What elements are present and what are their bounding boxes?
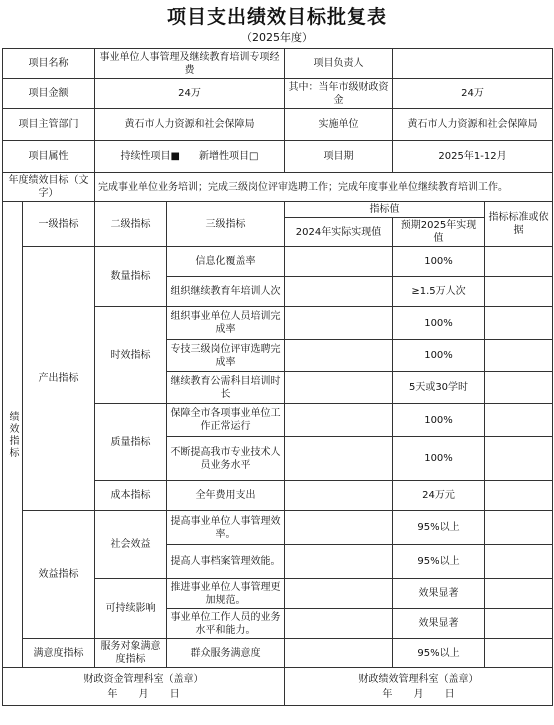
benefit-indicators: 效益指标	[23, 511, 95, 639]
level1-header: 一级指标	[23, 202, 95, 247]
service-satisfaction: 服务对象满意度指标	[95, 639, 167, 668]
indicator-name: 提高事业单位人事管理效率。	[167, 511, 285, 545]
indicator-name: 推进事业单位人事管理更加规范。	[167, 579, 285, 609]
indicator-basis	[485, 481, 553, 511]
performance-indicators-group: 绩效指标	[3, 202, 23, 668]
project-owner-value	[393, 49, 553, 79]
indicator-basis	[485, 609, 553, 639]
indicator-name: 保障全市各项事业单位工作正常运行	[167, 404, 285, 437]
indicator-basis	[485, 437, 553, 481]
indicator-expected: 100%	[393, 404, 485, 437]
indicator-expected: 5天或30学时	[393, 372, 485, 404]
indicator-name: 组织事业单位人员培训完成率	[167, 307, 285, 340]
indicator-value-header: 指标值	[285, 202, 485, 218]
indicator-name: 全年费用支出	[167, 481, 285, 511]
sustainable-impact: 可持续影响	[95, 579, 167, 639]
city-fund-value: 24万	[393, 79, 553, 109]
indicator-actual	[285, 639, 393, 668]
indicator-actual	[285, 307, 393, 340]
level2-header: 二级指标	[95, 202, 167, 247]
indicator-actual	[285, 511, 393, 545]
indicator-basis	[485, 247, 553, 277]
indicator-basis	[485, 404, 553, 437]
indicator-name: 继续教育公需科目培训时长	[167, 372, 285, 404]
quality-indicators: 质量指标	[95, 404, 167, 481]
project-name-value: 事业单位人事管理及继续教育培训专项经费	[95, 49, 285, 79]
indicator-name: 不断提高我市专业技术人员业务水平	[167, 437, 285, 481]
indicator-expected: 100%	[393, 340, 485, 372]
indicator-expected: 95%以上	[393, 639, 485, 668]
indicator-name: 组织继续教育年培训人次	[167, 277, 285, 307]
indicator-actual	[285, 579, 393, 609]
indicator-basis	[485, 579, 553, 609]
form-year: （2025年度）	[241, 31, 313, 44]
attribute-new: 新增性项目□	[199, 151, 259, 162]
indicator-actual	[285, 481, 393, 511]
indicator-expected: 效果显著	[393, 579, 485, 609]
indicator-basis	[485, 545, 553, 579]
project-attribute-label: 项目属性	[3, 141, 95, 173]
city-fund-label: 其中：当年市级财政资金	[285, 79, 393, 109]
implementing-unit-value: 黄石市人力资源和社会保障局	[393, 109, 553, 141]
project-name-label: 项目名称	[3, 49, 95, 79]
performance-management-date: 年 月 日	[382, 688, 455, 700]
indicator-actual	[285, 340, 393, 372]
indicator-expected: 24万元	[393, 481, 485, 511]
basis-header: 指标标准或依据	[485, 202, 553, 247]
performance-target-table	[2, 48, 553, 706]
satisfaction-indicators: 满意度指标	[23, 639, 95, 668]
fund-management-label: 财政资金管理科室（盖章）	[83, 673, 204, 685]
indicator-basis	[485, 372, 553, 404]
actual-2024-header: 2024年实际实现值	[285, 218, 393, 247]
indicator-name: 专技三级岗位评审选聘完成率	[167, 340, 285, 372]
annual-goal-label: 年度绩效目标（文字）	[3, 173, 95, 202]
indicator-expected: 效果显著	[393, 609, 485, 639]
fund-management-seal	[3, 668, 285, 706]
form-title: 项目支出绩效目标批复表	[166, 6, 387, 28]
indicator-expected: 95%以上	[393, 511, 485, 545]
implementing-unit-label: 实施单位	[285, 109, 393, 141]
indicator-basis	[485, 511, 553, 545]
annual-goal-text: 完成事业单位业务培训；完成三级岗位评审选聘工作；完成年度事业单位继续教育培训工作。	[95, 173, 553, 202]
indicator-basis	[485, 277, 553, 307]
indicator-actual	[285, 247, 393, 277]
project-attribute-value	[95, 141, 285, 173]
indicator-expected: 100%	[393, 247, 485, 277]
indicator-actual	[285, 372, 393, 404]
project-owner-label: 项目负责人	[285, 49, 393, 79]
indicator-actual	[285, 277, 393, 307]
supervising-dept-label: 项目主管部门	[3, 109, 95, 141]
project-amount-value: 24万	[95, 79, 285, 109]
indicator-name: 提高人事档案管理效能。	[167, 545, 285, 579]
indicator-basis	[485, 340, 553, 372]
indicator-expected: ≥1.5万人次	[393, 277, 485, 307]
performance-management-seal	[285, 668, 553, 706]
attribute-continuing: 持续性项目■	[120, 151, 180, 162]
indicator-expected: 100%	[393, 307, 485, 340]
project-period-value: 2025年1-12月	[393, 141, 553, 173]
indicator-basis	[485, 639, 553, 668]
indicator-basis	[485, 307, 553, 340]
output-indicators: 产出指标	[23, 247, 95, 511]
project-amount-label: 项目金额	[3, 79, 95, 109]
performance-management-label: 财政绩效管理科室（盖章）	[358, 673, 479, 685]
indicator-actual	[285, 545, 393, 579]
supervising-dept-value: 黄石市人力资源和社会保障局	[95, 109, 285, 141]
fund-management-date: 年 月 日	[107, 688, 180, 700]
indicator-expected: 100%	[393, 437, 485, 481]
indicator-expected: 95%以上	[393, 545, 485, 579]
indicator-actual	[285, 404, 393, 437]
indicator-actual	[285, 609, 393, 639]
level3-header: 三级指标	[167, 202, 285, 247]
quantity-indicators: 数量指标	[95, 247, 167, 307]
indicator-name: 信息化覆盖率	[167, 247, 285, 277]
social-benefit: 社会效益	[95, 511, 167, 579]
cost-indicators: 成本指标	[95, 481, 167, 511]
project-period-label: 项目期	[285, 141, 393, 173]
indicator-name: 事业单位工作人员的业务水平和能力。	[167, 609, 285, 639]
indicator-name: 群众服务满意度	[167, 639, 285, 668]
timeliness-indicators: 时效指标	[95, 307, 167, 404]
expected-2025-header: 预期2025年实现值	[393, 218, 485, 247]
indicator-actual	[285, 437, 393, 481]
